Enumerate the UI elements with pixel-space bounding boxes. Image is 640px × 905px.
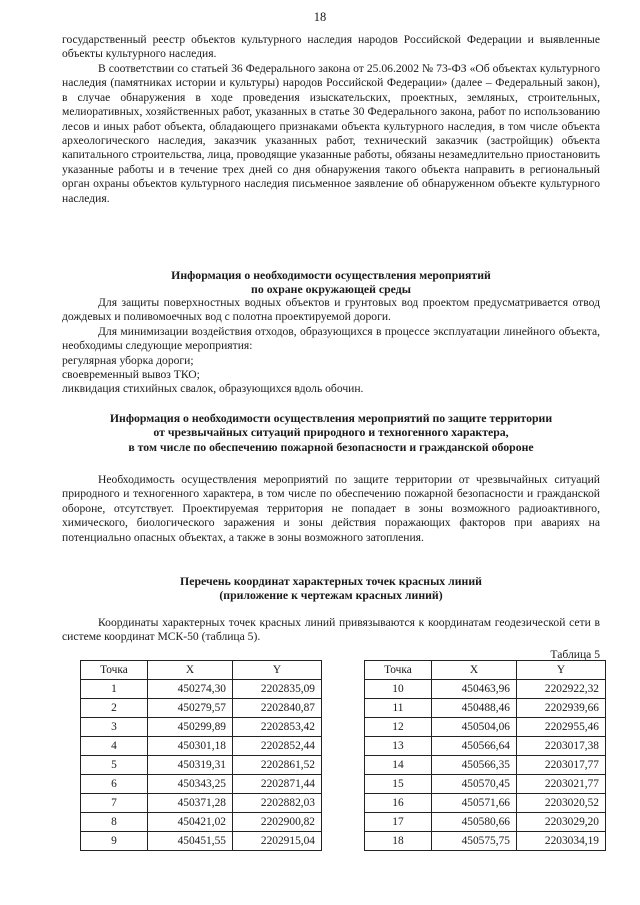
table-row: [365, 718, 606, 737]
cell-point: 4: [81, 737, 148, 756]
law-text: В соответствии со статьей 36 Федерального закона от 25.06.2002 № 73-ФЗ «Об объектах культурного наследия (памятниках истории и культуры) народов Российской Федерации» (далее – Федеральный закон), в случае обнаружения в ходе проведения изыскательских, проектных, земляных, строительных, мелиоративных, хозяйственных работ, указанных в статье 30 Федерального закона, работ по использованию лесов и иных работ объекта, обладающего признаками объекта культурного наследия, в том числе объекта археологического наследия, заказчик указанных работ, технический заказчик (застройщик) объекта капитального строительства, лица, проводящие указанные работы, обязаны незамедлительно приостановить указанные работы и в течение трех дней со дня обнаружения такого объекта направить в региональный орган охраны объектов культурного наследия письменное заявление об обнаруженном объекте культурного наследия.: [62, 62, 600, 205]
emergency-heading-line1: Информация о необходимости осуществления мероприятий по защите территории: [109, 411, 553, 425]
table-header-row: [81, 661, 322, 680]
table-row: [81, 813, 322, 832]
table-row: [365, 794, 606, 813]
table-header-row: [365, 661, 606, 680]
emergency-body: [62, 473, 600, 545]
cell-x: 450421,02: [148, 813, 233, 832]
cell-y: 2202853,42: [233, 718, 322, 737]
page-number: 18: [313, 10, 327, 24]
cell-point: 7: [81, 794, 148, 813]
cell-point: 9: [81, 832, 148, 851]
cell-y: 2202939,66: [517, 699, 606, 718]
col-y: Y: [517, 661, 606, 680]
env-heading-line2: по охране окружающей среды: [251, 282, 411, 297]
cell-point: 2: [81, 699, 148, 718]
cell-x: 450279,57: [148, 699, 233, 718]
cell-x: 450504,06: [432, 718, 517, 737]
cell-x: 450580,66: [432, 813, 517, 832]
cell-y: 2202915,04: [233, 832, 322, 851]
table-row: [81, 775, 322, 794]
cell-point: 1: [81, 680, 148, 699]
coords-body: [62, 616, 600, 645]
cell-point: 17: [365, 813, 432, 832]
cell-y: 2203021,77: [517, 775, 606, 794]
cell-point: 15: [365, 775, 432, 794]
cell-y: 2202835,09: [233, 680, 322, 699]
col-y: Y: [233, 661, 322, 680]
table-row: [81, 794, 322, 813]
emergency-heading-line2: от чрезвычайных ситуаций природного и техногенного характера,: [153, 425, 509, 440]
cell-point: 8: [81, 813, 148, 832]
cell-y: 2203034,19: [517, 832, 606, 851]
env-heading: [62, 268, 600, 297]
emergency-para: Необходимость осуществления мероприятий по защите территории от чрезвычайных ситуаций природного и техногенного характера, в том числе по обеспечению пожарной безопасности и гражданской обороне, отсутствует. Проектируемая территория не попадает в зоны возможного радиоактивного, химического, биологического заражения и зоны действия поражающих факторов при авариях на потенциально опасных объектах, а также в зоны возможного затопления.: [62, 473, 600, 544]
cell-x: 450274,30: [148, 680, 233, 699]
cell-x: 450371,28: [148, 794, 233, 813]
cell-x: 450571,66: [432, 794, 517, 813]
cell-y: 2202882,03: [233, 794, 322, 813]
cell-x: 450566,64: [432, 737, 517, 756]
env-item-1: регулярная уборка дороги;: [62, 353, 194, 367]
env-item-3: ликвидация стихийных свалок, образующихся вдоль обочин.: [62, 382, 364, 396]
cell-y: 2203029,20: [517, 813, 606, 832]
table-caption: Таблица 5: [550, 648, 600, 661]
cell-x: 450299,89: [148, 718, 233, 737]
coords-para: Координаты характерных точек красных линий привязываются к координатам геодезической сети в системе координат МСК-50 (таблица 5).: [62, 616, 600, 644]
cell-point: 18: [365, 832, 432, 851]
cell-y: 2203020,52: [517, 794, 606, 813]
table-row: [81, 832, 322, 851]
table-row: [81, 718, 322, 737]
cell-point: 11: [365, 699, 432, 718]
col-x: X: [432, 661, 517, 680]
cell-x: 450301,18: [148, 737, 233, 756]
table-row: [81, 680, 322, 699]
table-row: [365, 699, 606, 718]
cell-x: 450566,35: [432, 756, 517, 775]
col-point: Точка: [365, 661, 432, 680]
cell-y: 2202840,87: [233, 699, 322, 718]
cell-point: 12: [365, 718, 432, 737]
cell-x: 450570,45: [432, 775, 517, 794]
table-row: [81, 699, 322, 718]
coords-heading-line1: Перечень координат характерных точек красных линий: [180, 574, 482, 588]
cell-point: 5: [81, 756, 148, 775]
env-para2: Для минимизации воздействия отходов, образующихся в процессе эксплуатации линейного объекта, необходимы следующие мероприятия:: [62, 324, 600, 353]
coords-heading-line2: (приложение к чертежам красных линий): [219, 588, 443, 603]
cell-y: 2203017,38: [517, 737, 606, 756]
cell-x: 450319,31: [148, 756, 233, 775]
emergency-heading-line3: в том числе по обеспечению пожарной безопасности и гражданской обороне: [128, 439, 534, 454]
coords-heading: [62, 574, 600, 603]
cell-point: 13: [365, 737, 432, 756]
coords-table-left: [80, 660, 322, 851]
env-item-2: своевременный вывоз ТКО;: [62, 368, 200, 382]
env-para1: Для защиты поверхностных водных объектов и грунтовых вод проектом предусматривается отвод дождевых и поливомоечных вод с полотна проектируемой дороги.: [62, 296, 600, 324]
emergency-heading: [62, 411, 600, 454]
cell-y: 2202955,46: [517, 718, 606, 737]
cell-y: 2203017,77: [517, 756, 606, 775]
cell-point: 16: [365, 794, 432, 813]
cell-x: 450463,96: [432, 680, 517, 699]
cell-point: 14: [365, 756, 432, 775]
table-row: [365, 832, 606, 851]
cell-y: 2202861,52: [233, 756, 322, 775]
cell-point: 3: [81, 718, 148, 737]
coords-table-right: [364, 660, 606, 851]
table-row: [365, 756, 606, 775]
cell-x: 450451,55: [148, 832, 233, 851]
table-row: [81, 737, 322, 756]
cell-x: 450575,75: [432, 832, 517, 851]
cell-y: 2202922,32: [517, 680, 606, 699]
table-row: [81, 756, 322, 775]
col-x: X: [148, 661, 233, 680]
env-body: [62, 296, 600, 397]
cell-x: 450343,25: [148, 775, 233, 794]
cell-point: 6: [81, 775, 148, 794]
intro-paragraph: [62, 33, 600, 62]
cell-y: 2202900,82: [233, 813, 322, 832]
table-row: [365, 775, 606, 794]
cell-x: 450488,46: [432, 699, 517, 718]
cell-y: 2202871,44: [233, 775, 322, 794]
law-paragraph: [62, 62, 600, 206]
cell-y: 2202852,44: [233, 737, 322, 756]
table-row: [365, 813, 606, 832]
env-heading-line1: Информация о необходимости осуществления мероприятий: [171, 268, 491, 282]
table-row: [365, 737, 606, 756]
table-row: [365, 680, 606, 699]
col-point: Точка: [81, 661, 148, 680]
cell-point: 10: [365, 680, 432, 699]
intro-text: государственный реестр объектов культурного наследия народов Российской Федерации и выявленные объекты культурного наследия.: [62, 33, 600, 61]
